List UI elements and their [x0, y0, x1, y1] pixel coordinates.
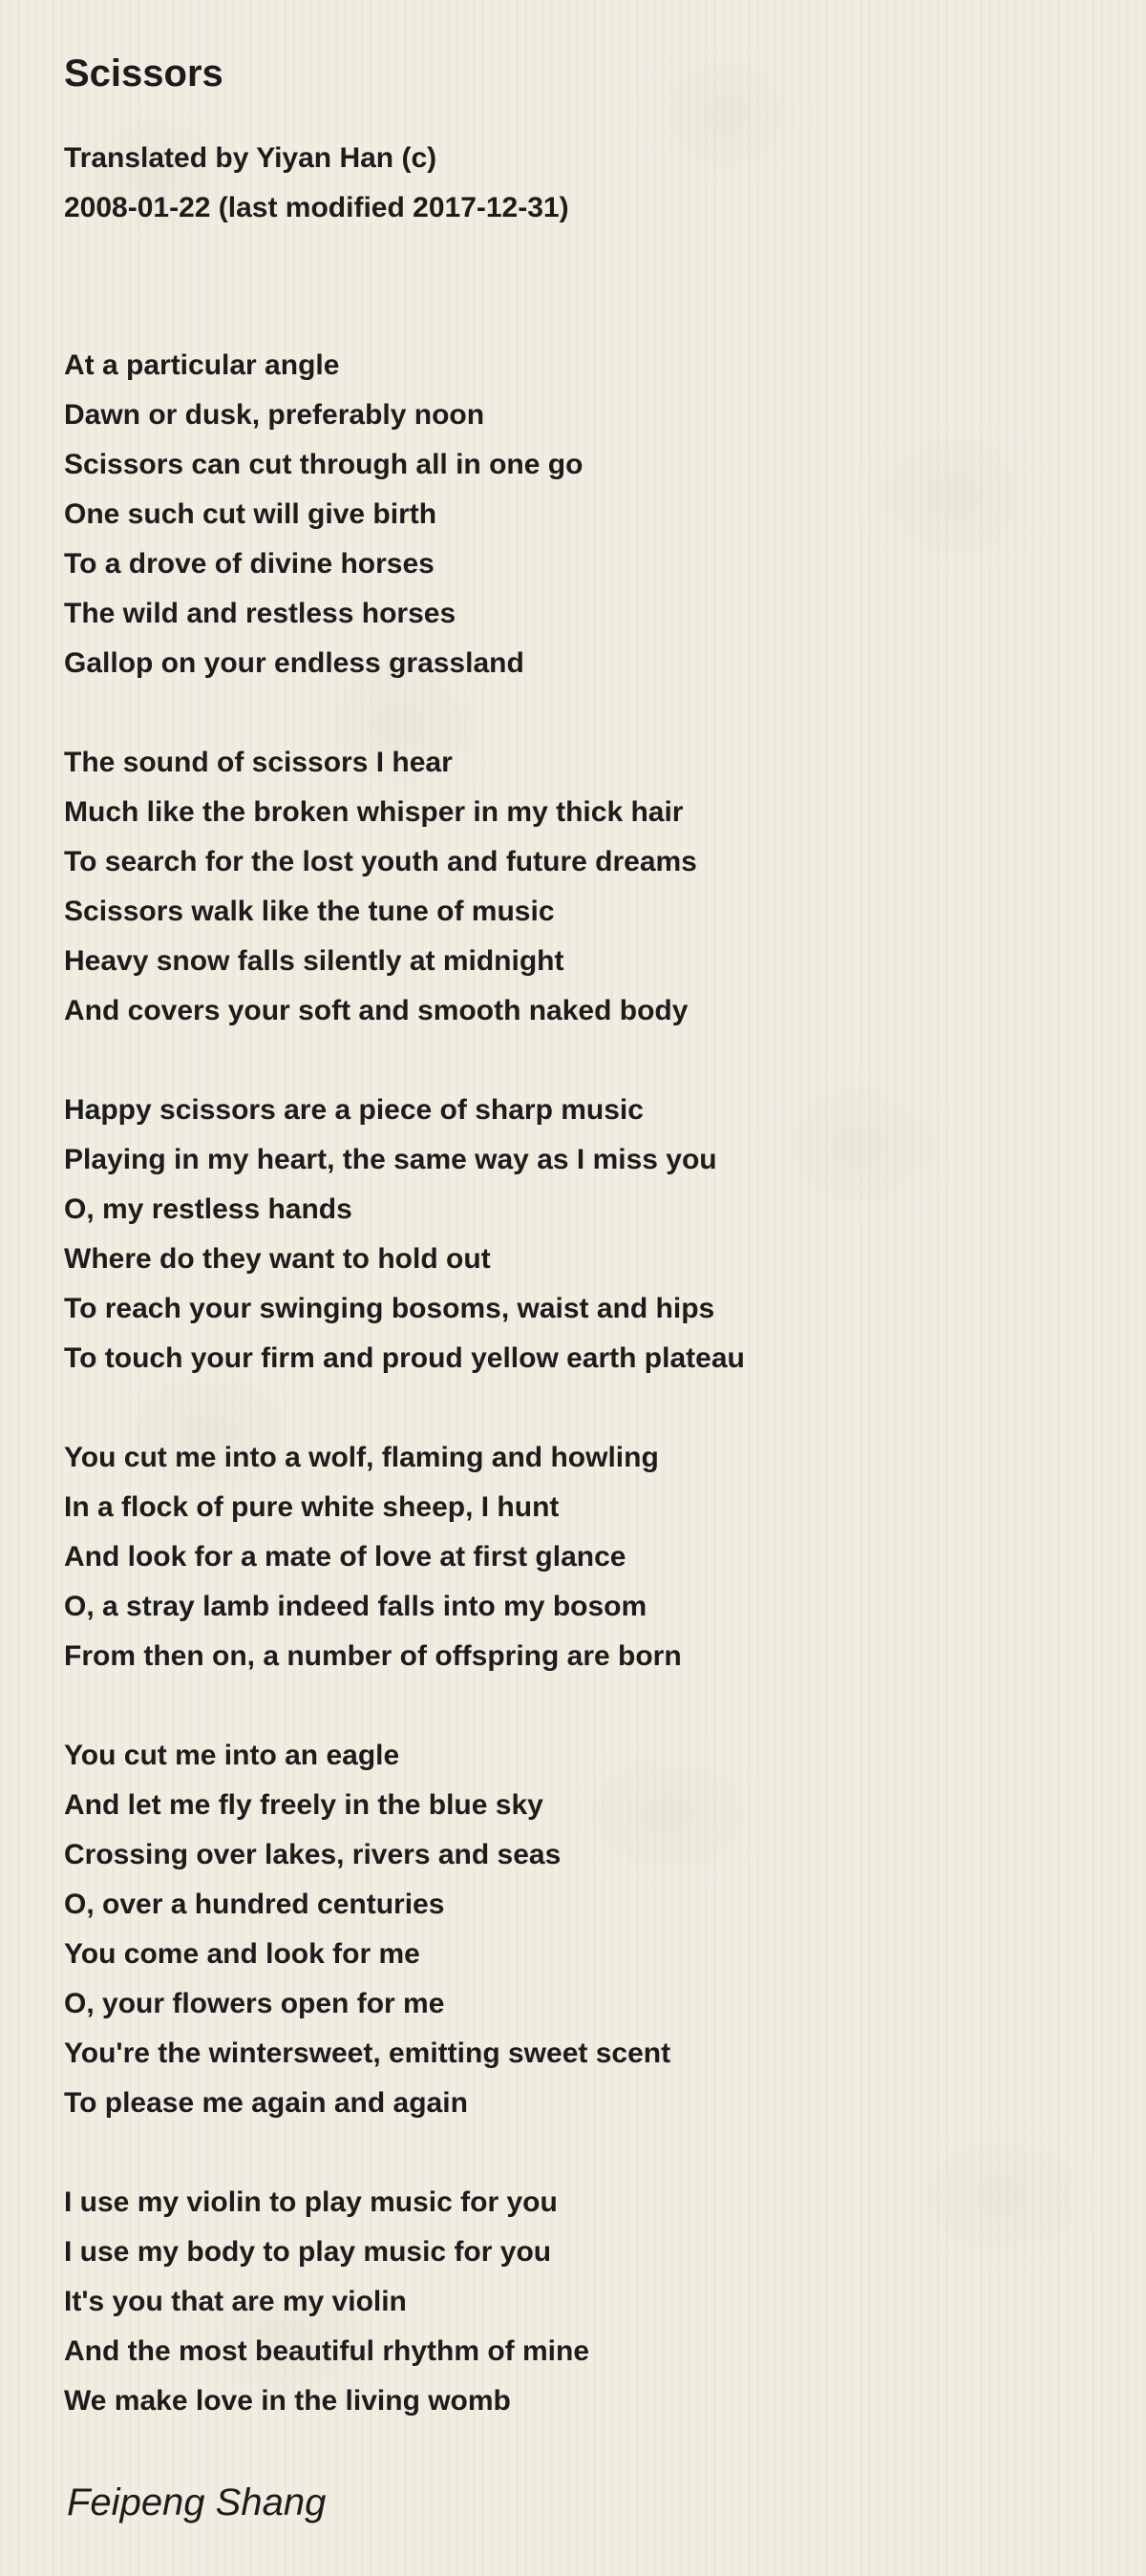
stanza-gap [64, 2128, 745, 2178]
poem-line: You come and look for me [64, 1938, 420, 1970]
poem-line: Happy scissors are a piece of sharp music [64, 1094, 644, 1126]
poem-line: O, your flowers open for me [64, 1988, 445, 2019]
stanza-gap [64, 1681, 745, 1731]
stanza [64, 1433, 745, 1681]
poem-line: O, my restless hands [64, 1193, 352, 1225]
poem-meta [64, 134, 569, 233]
poem-line: And the most beautiful rhythm of mine [64, 2335, 590, 2367]
poem-line: To touch your firm and proud yellow earth plateau [64, 1342, 745, 1374]
poem-line: Dawn or dusk, preferably noon [64, 399, 485, 431]
poem-line: O, a stray lamb indeed falls into my bosom [64, 1591, 647, 1622]
poem-line: O, over a hundred centuries [64, 1889, 445, 1920]
stanza [64, 2178, 745, 2426]
stanza [64, 738, 745, 1036]
poem-line: It's you that are my violin [64, 2286, 407, 2317]
poem-line: Heavy snow falls silently at midnight [64, 945, 564, 977]
poem-line: To please me again and again [64, 2087, 468, 2119]
poem-line: The wild and restless horses [64, 598, 456, 629]
poem-line: You cut me into an eagle [64, 1740, 400, 1771]
poem-line: And covers your soft and smooth naked body [64, 995, 689, 1026]
poem-line: Where do they want to hold out [64, 1243, 491, 1275]
stanza [64, 341, 745, 688]
poem-line: In a flock of pure white sheep, I hunt [64, 1491, 560, 1523]
poem-line: Scissors can cut through all in one go [64, 449, 584, 480]
poem-line: The sound of scissors I hear [64, 747, 453, 778]
poem-line: And look for a mate of love at first glance [64, 1541, 626, 1573]
poem-title: Scissors [64, 53, 223, 95]
poem-line: One such cut will give birth [64, 498, 437, 530]
poem-line: I use my violin to play music for you [64, 2186, 558, 2218]
poem-line: And let me fly freely in the blue sky [64, 1789, 543, 1821]
stanza-gap [64, 1036, 745, 1086]
stanza [64, 1731, 745, 2128]
publication-date: 2008-01-22 (last modified 2017-12-31) [64, 192, 569, 223]
stanza-gap [64, 1383, 745, 1433]
poem-page [64, 46, 1095, 2417]
stanza [64, 1086, 745, 1383]
poem-line: You cut me into a wolf, flaming and howling [64, 1442, 659, 1473]
poem-line: We make love in the living womb [64, 2385, 511, 2417]
poem-line: From then on, a number of offspring are born [64, 1640, 682, 1672]
poem-line: Crossing over lakes, rivers and seas [64, 1839, 562, 1870]
poem-line: To search for the lost youth and future dreams [64, 846, 697, 877]
poem-line: To a drove of divine horses [64, 548, 435, 580]
poem-line: I use my body to play music for you [64, 2236, 552, 2268]
translator-credit: Translated by Yiyan Han (c) [64, 142, 437, 174]
poem-line: Gallop on your endless grassland [64, 647, 524, 679]
poem-line: To reach your swinging bosoms, waist and hips [64, 1293, 715, 1324]
poem-body [64, 341, 745, 2426]
poem-line: You're the wintersweet, emitting sweet scent [64, 2038, 671, 2069]
poem-line: At a particular angle [64, 349, 340, 381]
poem-line: Scissors walk like the tune of music [64, 896, 555, 927]
poem-line: Playing in my heart, the same way as I miss you [64, 1144, 717, 1175]
poem-line: Much like the broken whisper in my thick hair [64, 796, 684, 828]
author-signature: Feipeng Shang [67, 2481, 327, 2523]
stanza-gap [64, 688, 745, 738]
